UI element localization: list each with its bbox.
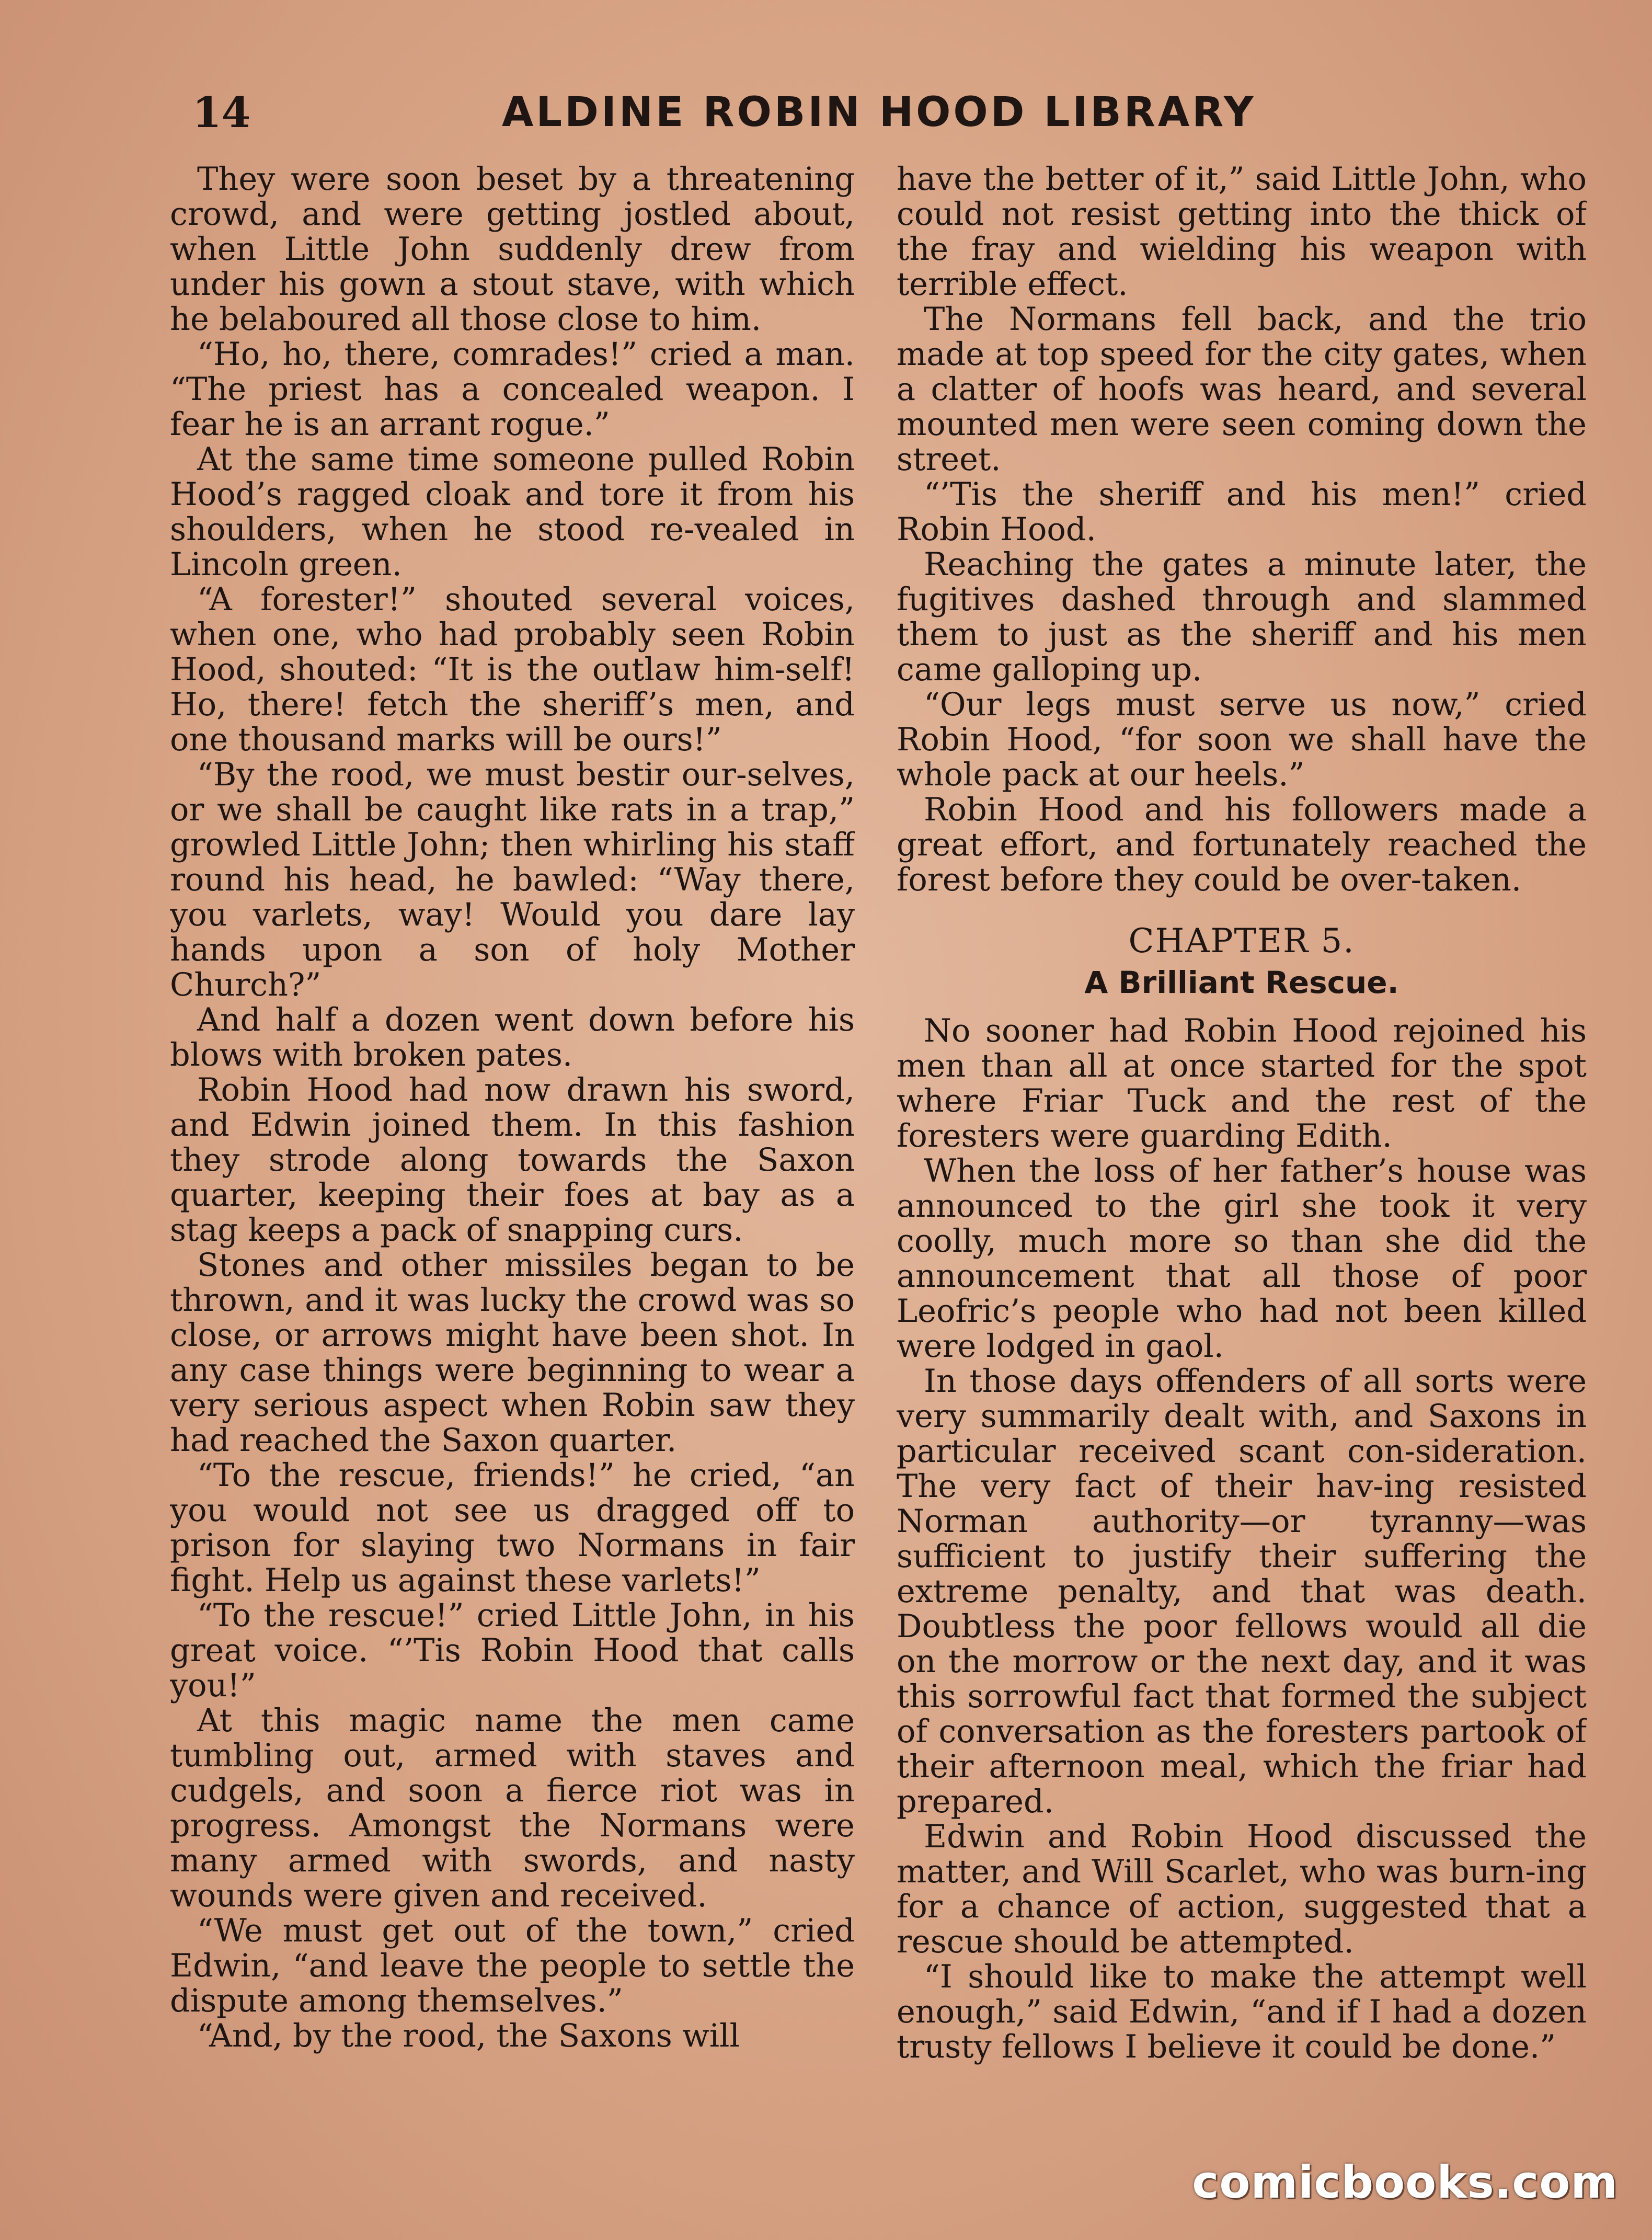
page-header — [183, 78, 1255, 146]
right-column — [897, 162, 1587, 2118]
page-number: 14 — [192, 88, 251, 137]
paragraph: “We must get out of the town,” cried Edwin, “and leave the people to settle the dispute among themselves.” — [170, 1913, 855, 2019]
paragraph: Stones and other missiles began to be thrown, and it was lucky the crowd was so close, or arrows might have been shot. In any case things were beginning to wear a very serious aspect when Robin saw they had reached the Saxon quarter. — [170, 1247, 855, 1459]
chapter-title: A Brilliant Rescue. — [1084, 965, 1399, 1000]
paragraph: have the better of it,” said Little John, who could not resist getting into the thick of the fray and wielding his weapon with terrible effect. — [897, 162, 1587, 303]
paragraph: “To the rescue!” cried Little John, in his great voice. “’Tis Robin Hood that calls you!” — [170, 1597, 855, 1704]
paragraph: “To the rescue, friends!” he cried, “an you would not see us dragged off to prison for slaying two Normans in fair fight. Help us against these varlets!” — [170, 1457, 855, 1599]
paragraph: “I should like to make the attempt well enough,” said Edwin, “and if I had a dozen trusty fellows I believe it could be done.” — [897, 1959, 1587, 2065]
paragraph: At the same time someone pulled Robin Hood’s ragged cloak and tore it from his shoulders, when he stood re-vealed in Lincoln green. — [170, 441, 855, 583]
running-title: ALDINE ROBIN HOOD LIBRARY — [502, 89, 1256, 136]
paragraph: And half a dozen went down before his blows with broken pates. — [170, 1002, 855, 1073]
paragraph: Reaching the gates a minute later, the fugitives dashed through and slammed them to just as the sheriff and his men came galloping up. — [897, 546, 1587, 688]
paragraph: The Normans fell back, and the trio made at top speed for the city gates, when a clatter of hoofs was heard, and several mounted men were seen coming down the street. — [897, 301, 1587, 478]
paragraph: In those days offenders of all sorts were very summarily dealt with, and Saxons in particular received scant con-sideration. The very fact of their hav-ing resisted Norman authority—or tyranny—was sufficient to justify their suffering the extreme penalty, and that was death. Doubtless the poor fellows would all die on the morrow or the next day, and it was this sorrowful fact that formed the subject of conversation as the foresters partook of their afternoon meal, which the friar had prepared. — [897, 1363, 1587, 1820]
paragraph: “’Tis the sheriff and his men!” cried Robin Hood. — [897, 476, 1587, 548]
paragraph: At this magic name the men came tumbling out, armed with staves and cudgels, and soon a fierce riot was in progress. Amongst the Normans were many armed with swords, and nasty wounds were given and received. — [170, 1702, 855, 1914]
site-watermark: comicbooks.com — [1192, 2156, 1618, 2209]
paragraph: Robin Hood had now drawn his sword, and Edwin joined them. In this fashion they strode along towards the Saxon quarter, keeping their foes at bay as a stag keeps a pack of snapping curs. — [170, 1072, 855, 1249]
paragraph: “Our legs must serve us now,” cried Robin Hood, “for soon we shall have the whole pack at our heels.” — [897, 687, 1587, 793]
left-column — [170, 162, 855, 2118]
paragraph: Edwin and Robin Hood discussed the matter, and Will Scarlet, who was burn-ing for a chance of action, suggested that a rescue should be attempted. — [897, 1819, 1587, 1960]
paragraph: “By the rood, we must bestir our-selves, or we shall be caught like rats in a trap,” growled Little John; then whirling his staff round his head, he bawled: “Way there, you varlets, way! Would you dare lay hands upon a son of holy Mother Church?” — [170, 757, 855, 1003]
paragraph: They were soon beset by a threatening crowd, and were getting jostled about, when Little John suddenly drew from under his gown a stout stave, with which he belaboured all those close to him. — [170, 162, 855, 338]
paragraph: Robin Hood and his followers made a great effort, and fortunately reached the forest before they could be over-taken. — [897, 792, 1587, 898]
paragraph: “And, by the rood, the Saxons will — [197, 2018, 740, 2054]
paragraph: “Ho, ho, there, comrades!” cried a man. “The priest has a concealed weapon. I fear he is an arrant rogue.” — [170, 336, 855, 443]
paragraph: When the loss of her father’s house was announced to the girl she took it very coolly, much more so than she did the announcement that all those of poor Leofric’s people who had not been killed were lodged in gaol. — [897, 1153, 1587, 1365]
paragraph: No sooner had Robin Hood rejoined his men than all at once started for the spot where Friar Tuck and the rest of the foresters were guarding Edith. — [897, 1013, 1587, 1155]
paragraph: “A forester!” shouted several voices, when one, who had probably seen Robin Hood, shouted: “It is the outlaw him-self! Ho, there! fetch the sheriff’s men, and one thousand marks will be ours!” — [170, 581, 855, 758]
chapter-number: CHAPTER 5. — [1128, 922, 1355, 961]
